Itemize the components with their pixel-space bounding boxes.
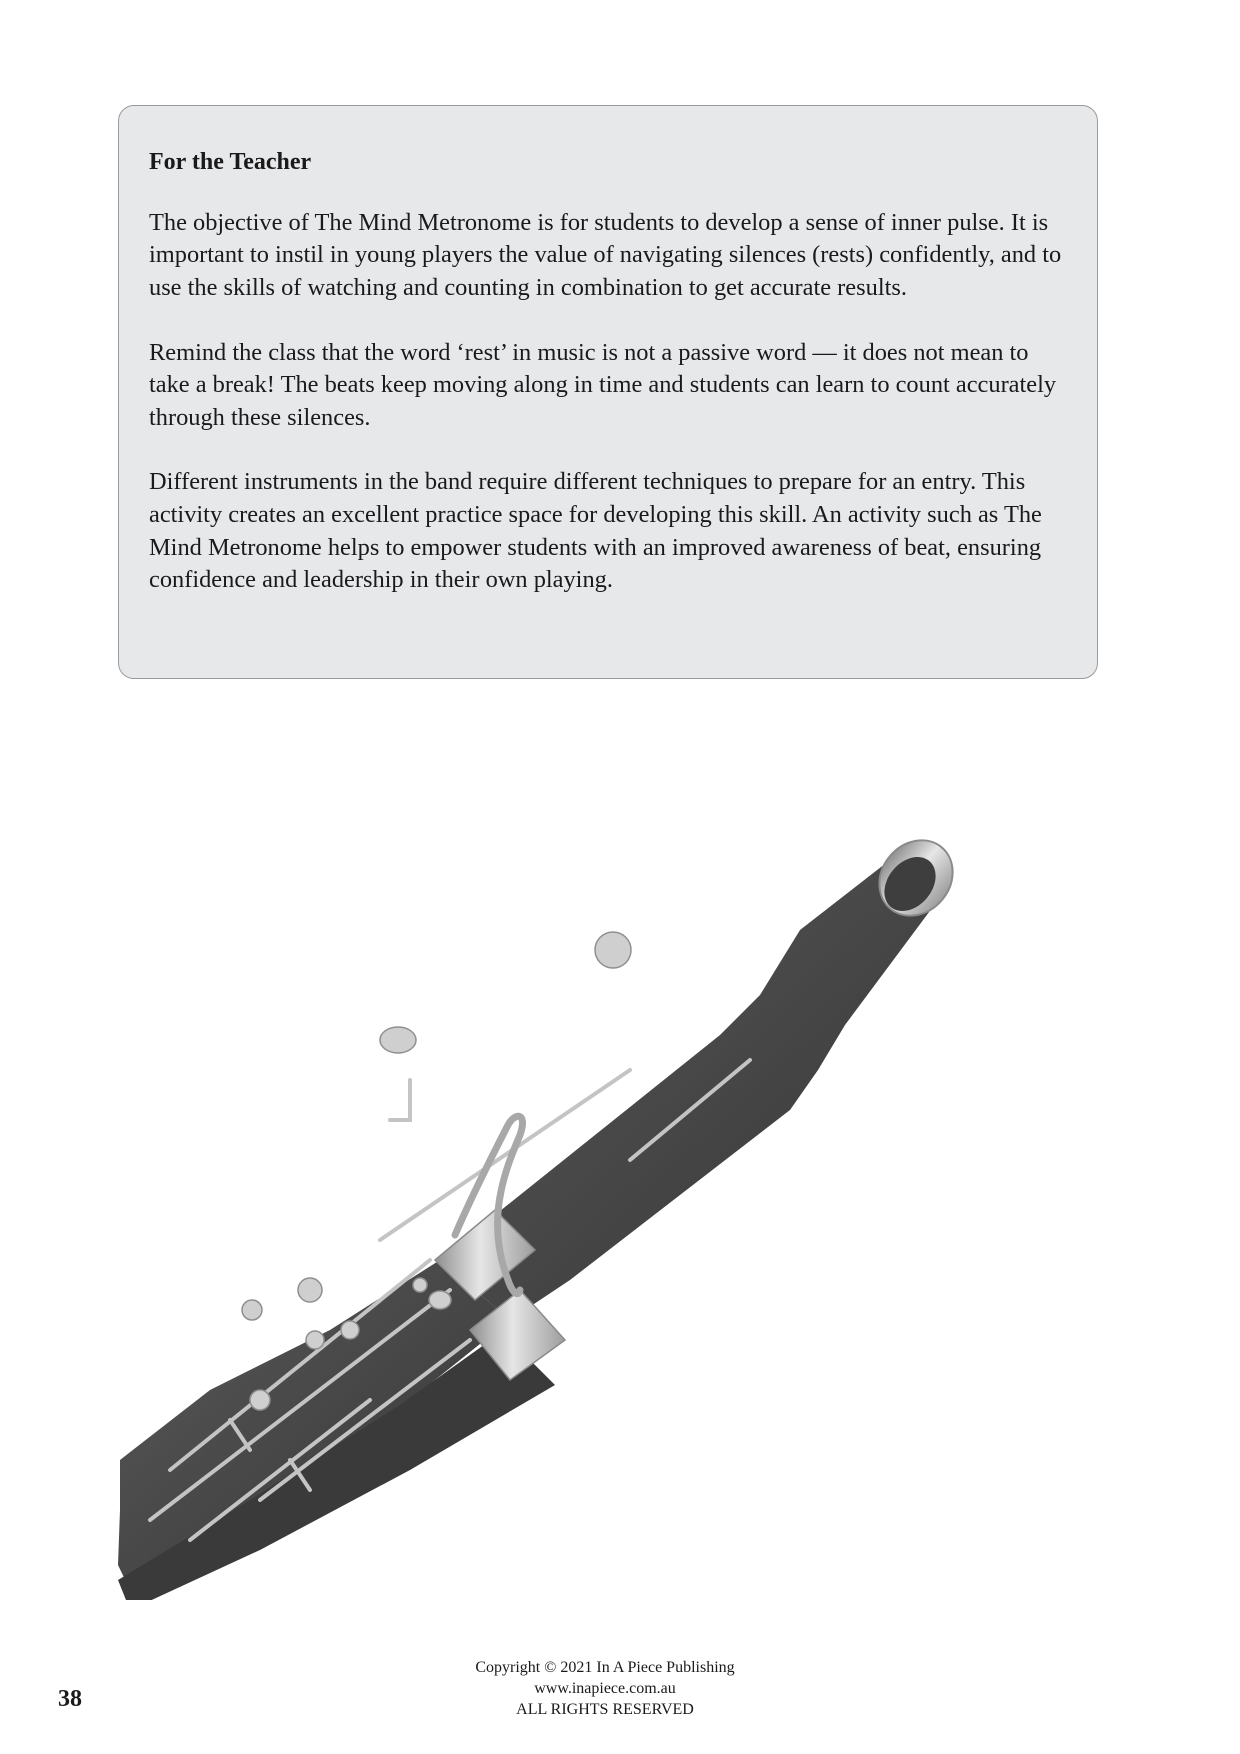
teacher-note-box: [118, 105, 1098, 679]
bassoon-illustration: [110, 820, 990, 1600]
teacher-note-paragraph-2: Remind the class that the word ‘rest’ in music is not a passive word — it does not mean to take a break! The beats keep moving along in time and students can learn to count accurately through these silences.: [149, 338, 1057, 431]
page-number: 38: [58, 1686, 82, 1712]
footer-copyright: Copyright © 2021 In A Piece Publishing: [475, 1659, 735, 1676]
teacher-note-paragraph-3: Different instruments in the band require different techniques to prepare for an entry. This activity creates an excellent practice space for developing this skill. An activity such as The Mind Metronome helps to empower students with an improved awareness of beat, ensuring confidence and leadership in their own playing.: [149, 468, 1042, 594]
footer-rights: ALL RIGHTS RESERVED: [516, 1701, 694, 1718]
teacher-note-paragraph-1: The objective of The Mind Metronome is for students to develop a sense of inner pulse. It is important to instil in young players the value of navigating silences (rests) confidently, and to use the skills of watching and counting in combination to get accurate results.: [149, 208, 1062, 301]
footer-website: www.inapiece.com.au: [534, 1680, 676, 1697]
footer: [400, 1657, 810, 1720]
teacher-note-heading: For the Teacher: [149, 149, 312, 175]
